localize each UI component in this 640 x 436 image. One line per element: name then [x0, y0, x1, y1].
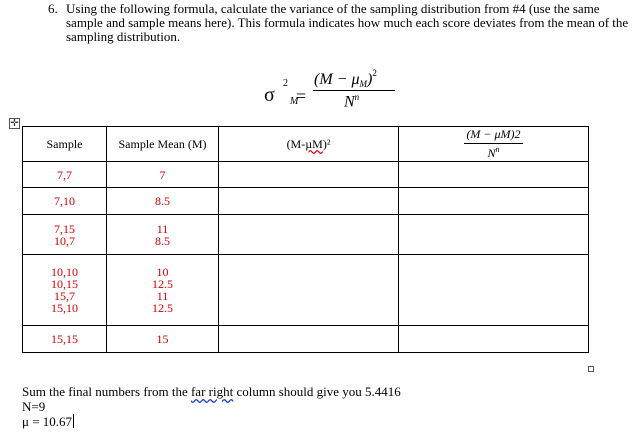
table-row — [23, 255, 589, 326]
sigma-symbol: σ — [264, 84, 275, 106]
mu-value: μ = 10.67 — [22, 414, 73, 429]
final-cell[interactable] — [399, 188, 589, 215]
sample-cell[interactable]: 10,10 10,15 15,7 15,10 — [23, 255, 107, 326]
header-deviation-c: )² — [322, 136, 331, 151]
variance-formula[interactable] — [258, 62, 408, 122]
numerator-close: ) — [366, 71, 373, 88]
table-row — [23, 215, 589, 255]
mean-cell[interactable]: 15 — [107, 326, 219, 353]
text-cursor — [73, 414, 74, 428]
sum-instruction: Sum the final numbers from the far right column should give you 5.4416 — [22, 384, 401, 399]
formula-denominator — [344, 92, 359, 111]
formula-lhs — [264, 78, 299, 107]
header-final-column[interactable] — [399, 127, 589, 162]
header-sample-mean[interactable]: Sample Mean (M) — [107, 127, 219, 162]
table-move-handle-icon[interactable]: ✛ — [10, 117, 19, 129]
header-fraction — [464, 127, 522, 161]
question-number: 6. — [48, 1, 58, 16]
numerator-sub: M — [359, 79, 367, 89]
table-header-row — [23, 127, 589, 162]
table-row — [23, 162, 589, 188]
mean-cell[interactable]: 11 8.5 — [107, 215, 219, 255]
sigma-subscript: M — [290, 96, 299, 107]
mean-cell[interactable]: 7 — [107, 162, 219, 188]
variance-table — [22, 126, 589, 353]
final-cell[interactable] — [399, 326, 589, 353]
sample-cell[interactable]: 7,15 10,7 — [23, 215, 107, 255]
formula-numerator — [314, 68, 377, 89]
header-deviation-b: µM — [305, 136, 323, 151]
final-cell[interactable] — [399, 255, 589, 326]
footer-notes[interactable] — [22, 384, 401, 429]
header-deviation-a: (M- — [286, 136, 306, 151]
table-row — [23, 326, 589, 353]
mean-cell[interactable]: 10 12.5 11 12.5 — [107, 255, 219, 326]
final-cell[interactable] — [399, 215, 589, 255]
mu-value-line — [22, 414, 401, 429]
final-cell[interactable] — [399, 162, 589, 188]
mean-cell[interactable]: 8.5 — [107, 188, 219, 215]
far-right-underlined: far right — [190, 384, 234, 399]
sample-cell[interactable]: 15,15 — [23, 326, 107, 353]
fraction-bar — [313, 90, 395, 91]
deviation-cell[interactable] — [219, 255, 399, 326]
denominator-base: N — [344, 93, 355, 111]
deviation-cell[interactable] — [219, 215, 399, 255]
table-resize-handle-icon[interactable] — [588, 366, 594, 372]
question-text[interactable]: Using the following formula, calculate the variance of the sampling distribution from #4 (use the same sample and sample means here). This formula indicates how much each score deviates from the mean of the sampling distribution. — [66, 1, 629, 44]
header-sample[interactable]: Sample — [23, 127, 107, 162]
numerator-open: (M − μ — [314, 71, 360, 88]
sample-cell[interactable]: 7,7 — [23, 162, 107, 188]
header-fraction-top: (M − μM)2 — [464, 127, 522, 144]
question-block — [48, 2, 632, 44]
denominator-sup: n — [354, 92, 360, 102]
header-fraction-bottom: $N^n$ — [487, 145, 500, 160]
sigma-superscript: 2 — [283, 78, 288, 89]
equals-sign: = — [296, 86, 307, 106]
n-value: N=9 — [22, 399, 46, 414]
table-row — [23, 188, 589, 215]
header-deviation-squared[interactable] — [219, 127, 399, 162]
deviation-cell[interactable] — [219, 188, 399, 215]
deviation-cell[interactable] — [219, 162, 399, 188]
deviation-cell[interactable] — [219, 326, 399, 353]
numerator-sup: 2 — [372, 68, 377, 78]
sample-cell[interactable]: 7,10 — [23, 188, 107, 215]
